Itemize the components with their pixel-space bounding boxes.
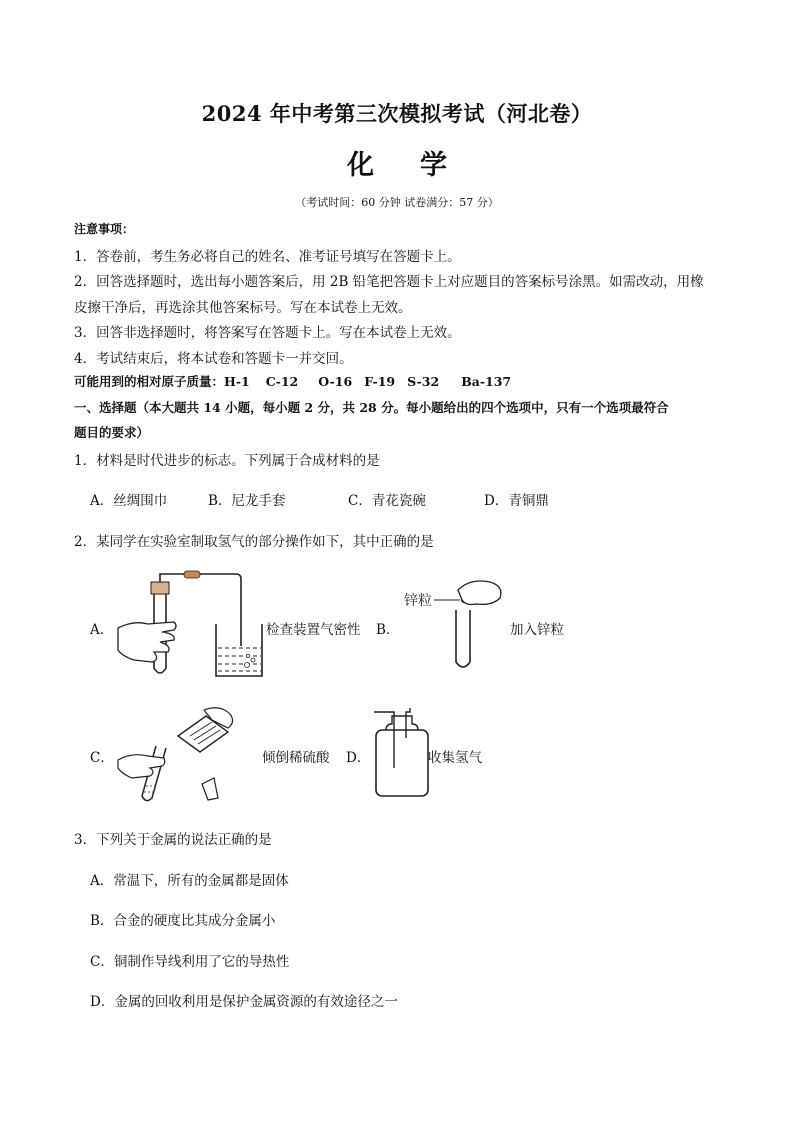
hand bbox=[118, 622, 176, 662]
atomic-mass-c: C-12 bbox=[265, 374, 299, 389]
q1-option-c: C．青花瓷碗 bbox=[348, 493, 426, 509]
q2-b-caption: 加入锌粒 bbox=[510, 622, 564, 638]
note-item-4: 4．考试结束后，将本试卷和答题卡一并交回。 bbox=[74, 351, 353, 367]
bottle-stopper bbox=[202, 778, 218, 800]
q2-stem: 2．某同学在实验室制取氢气的部分操作如下，其中正确的是 bbox=[74, 534, 434, 550]
q3-option-c: C．铜制作导线利用了它的导热性 bbox=[90, 954, 290, 970]
atomic-mass-s: S-32 bbox=[407, 374, 440, 389]
subject-title: 化学 bbox=[347, 150, 493, 181]
q3-stem: 3．下列关于金属的说法正确的是 bbox=[74, 832, 272, 848]
test-tube-b bbox=[456, 610, 470, 667]
q2-a-caption: 检查装置气密性 bbox=[266, 622, 361, 638]
figure-c-pour-acid bbox=[116, 706, 262, 806]
section1-heading-line1: 一、选择题（本大题共 14 小题，每小题 2 分，共 28 分。每小题给出的四个选项中，只有一个选项最符合 bbox=[74, 400, 669, 415]
atomic-mass-label: 可能用到的相对原子质量： bbox=[74, 374, 225, 389]
q2-a-letter: A． bbox=[90, 622, 114, 638]
hand-b bbox=[458, 581, 501, 605]
q3-option-a: A．常温下，所有的金属都是固体 bbox=[90, 873, 289, 889]
exam-info: （考试时间：60 分钟 试卷满分：57 分） bbox=[295, 196, 499, 209]
q2-c-letter: C． bbox=[90, 750, 114, 766]
gas-bottle bbox=[376, 730, 428, 796]
note-item-2: 2．回答选择题时，选出每小题答案后，用 2B 铅笔把答题卡上对应题目的答案标号涂黑。如需改动，用橡 bbox=[74, 274, 704, 290]
rubber-connector bbox=[184, 571, 200, 578]
bubble bbox=[245, 663, 250, 668]
note-item-3: 3．回答非选择题时，将答案写在答题卡上。写在本试卷上无效。 bbox=[74, 325, 461, 341]
q2-d-letter: D． bbox=[346, 750, 371, 766]
atomic-mass-h: H-1 bbox=[224, 374, 250, 389]
q1-stem: 1．材料是时代进步的标志。下列属于合成材料的是 bbox=[74, 453, 380, 469]
q3-option-b: B．合金的硬度比其成分金属小 bbox=[90, 913, 276, 929]
atomic-mass-line bbox=[74, 372, 511, 390]
stopper bbox=[151, 582, 169, 594]
atomic-mass-ba: Ba-137 bbox=[461, 374, 512, 389]
q3-option-d: D．金属的回收利用是保护金属资源的有效途径之一 bbox=[90, 994, 398, 1010]
q2-c-caption: 倾倒稀硫酸 bbox=[262, 750, 330, 766]
q1-option-a: A．丝绸围巾 bbox=[90, 493, 168, 509]
atomic-mass-o: O-16 bbox=[318, 374, 353, 389]
note-item-2-cont: 皮擦干净后，再选涂其他答案标号。写在本试卷上无效。 bbox=[74, 300, 412, 316]
exam-title: 2024 年中考第三次模拟考试（河北卷） bbox=[201, 101, 593, 126]
note-item-1: 1．答卷前，考生务必将自己的姓名、准考证号填写在答题卡上。 bbox=[74, 249, 461, 265]
zinc-label: 锌粒 bbox=[404, 593, 432, 609]
notes-heading: 注意事项： bbox=[74, 222, 135, 236]
section1-heading-line2: 题目的要求） bbox=[74, 425, 150, 440]
q2-d-caption: 收集氢气 bbox=[428, 750, 482, 766]
atomic-mass-f: F-19 bbox=[364, 374, 396, 389]
figure-a-airtightness bbox=[116, 568, 266, 683]
figure-b-add-zinc bbox=[404, 572, 508, 674]
q1-option-d: D．青铜鼎 bbox=[484, 493, 549, 509]
q2-b-letter: B． bbox=[376, 622, 400, 638]
q1-option-b: B．尼龙手套 bbox=[208, 493, 286, 509]
figure-d-collect-hydrogen bbox=[372, 708, 432, 800]
